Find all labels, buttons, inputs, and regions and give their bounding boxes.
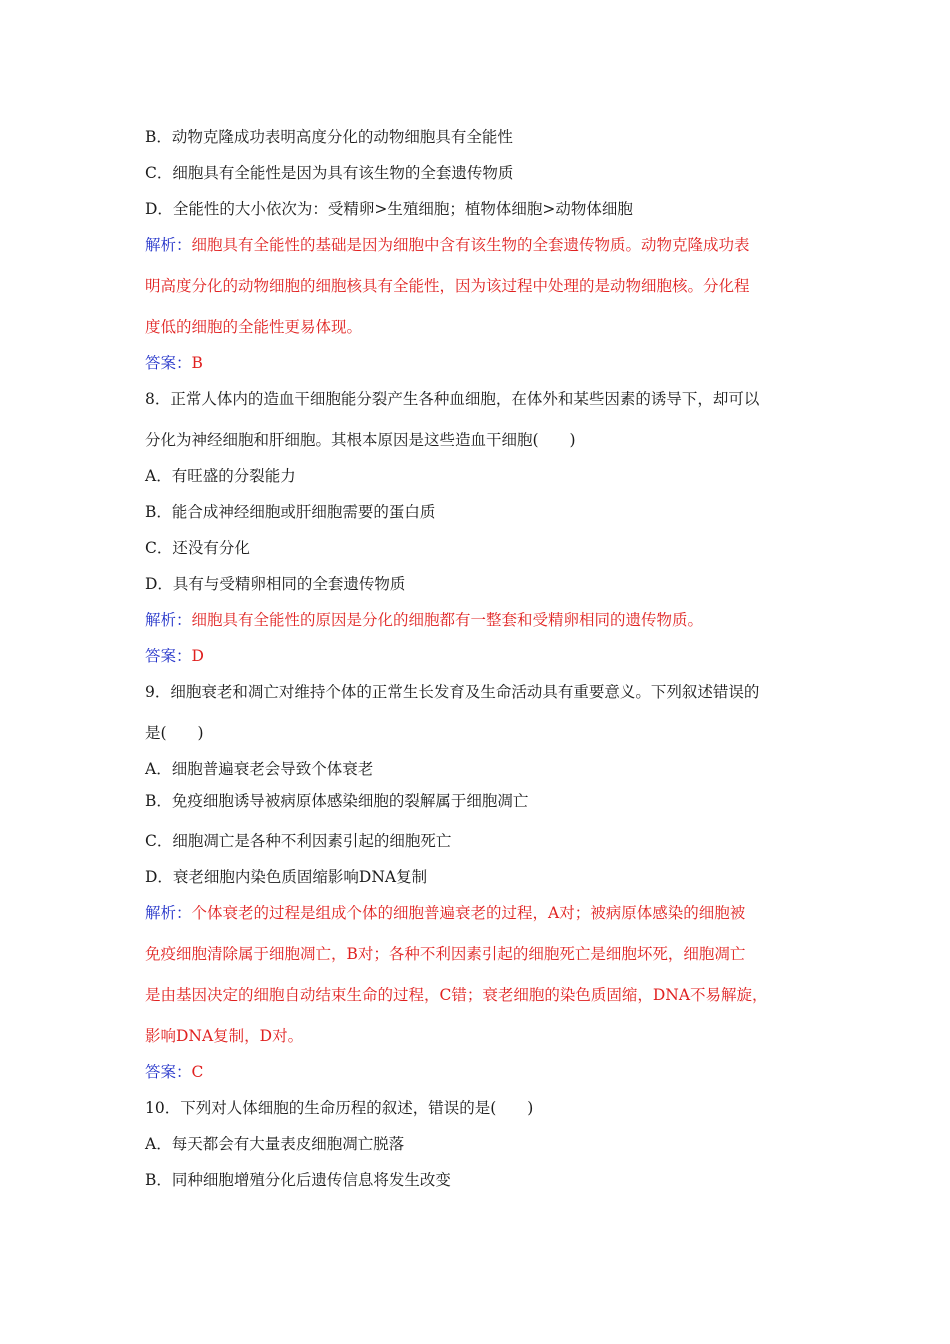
q9-analysis-line: 是由基因决定的细胞自动结束生命的过程，C错；衰老细胞的染色质固缩，DNA不易解旋， [145, 986, 768, 1004]
q9-analysis-line: 免疫细胞清除属于细胞凋亡，B对；各种不利因素引起的细胞死亡是细胞坏死，细胞凋亡 [145, 945, 746, 963]
q10-option-b: B．同种细胞增殖分化后遗传信息将发生改变 [145, 1171, 451, 1189]
q9-answer [145, 1062, 203, 1082]
q8-option-b: B．能合成神经细胞或肝细胞需要的蛋白质 [145, 503, 436, 521]
q8-analysis-line [145, 610, 703, 630]
q7-option-d: D．全能性的大小依次为：受精卵>生殖细胞；植物体细胞>动物体细胞 [145, 200, 633, 218]
analysis-text: 细胞具有全能性的基础是因为细胞中含有该生物的全套遗传物质。动物克隆成功表 [191, 236, 750, 254]
q7-analysis-line: 明高度分化的动物细胞的细胞核具有全能性，因为该过程中处理的是动物细胞核。分化程 [145, 277, 750, 295]
q9-option-a: A．细胞普遍衰老会导致个体衰老 [145, 760, 374, 778]
analysis-text: 个体衰老的过程是组成个体的细胞普遍衰老的过程，A对；被病原体感染的细胞被 [191, 904, 746, 922]
q8-option-a: A．有旺盛的分裂能力 [145, 467, 296, 485]
answer-value: C [191, 1063, 204, 1081]
analysis-label: 解析： [145, 611, 192, 629]
analysis-text: 细胞具有全能性的原因是分化的细胞都有一整套和受精卵相同的遗传物质。 [191, 611, 704, 629]
answer-value: B [191, 354, 203, 372]
q8-stem-line: 分化为神经细胞和肝细胞。其根本原因是这些造血干细胞( ) [145, 431, 576, 449]
q9-analysis-line [145, 903, 745, 923]
q9-analysis-line: 影响DNA复制，D对。 [145, 1027, 304, 1045]
q10-option-a: A．每天都会有大量表皮细胞凋亡脱落 [145, 1135, 405, 1153]
answer-label: 答案： [145, 1063, 192, 1081]
q8-stem-line: 8．正常人体内的造血干细胞能分裂产生各种血细胞，在体外和某些因素的诱导下，却可以 [145, 390, 760, 408]
answer-label: 答案： [145, 647, 192, 665]
analysis-label: 解析： [145, 236, 192, 254]
q10-stem-line: 10．下列对人体细胞的生命历程的叙述，错误的是( ) [145, 1099, 534, 1117]
q7-analysis-line [145, 235, 750, 255]
answer-value: D [191, 647, 204, 665]
q8-option-c: C．还没有分化 [145, 539, 250, 557]
q9-option-c: C．细胞凋亡是各种不利因素引起的细胞死亡 [145, 832, 452, 850]
q9-stem-line: 是( ) [145, 724, 204, 742]
q9-stem-line: 9．细胞衰老和凋亡对维持个体的正常生长发育及生命活动具有重要意义。下列叙述错误的 [145, 683, 760, 701]
q9-option-d: D．衰老细胞内染色质固缩影响DNA复制 [145, 868, 428, 886]
q8-option-d: D．具有与受精卵相同的全套遗传物质 [145, 575, 406, 593]
q8-answer [145, 646, 204, 666]
analysis-label: 解析： [145, 904, 192, 922]
answer-label: 答案： [145, 354, 192, 372]
q7-option-b: B．动物克隆成功表明高度分化的动物细胞具有全能性 [145, 128, 513, 146]
q7-answer [145, 353, 203, 373]
q9-option-b: B．免疫细胞诱导被病原体感染细胞的裂解属于细胞凋亡 [145, 792, 529, 810]
q7-analysis-line: 度低的细胞的全能性更易体现。 [145, 318, 363, 336]
q7-option-c: C．细胞具有全能性是因为具有该生物的全套遗传物质 [145, 164, 514, 182]
